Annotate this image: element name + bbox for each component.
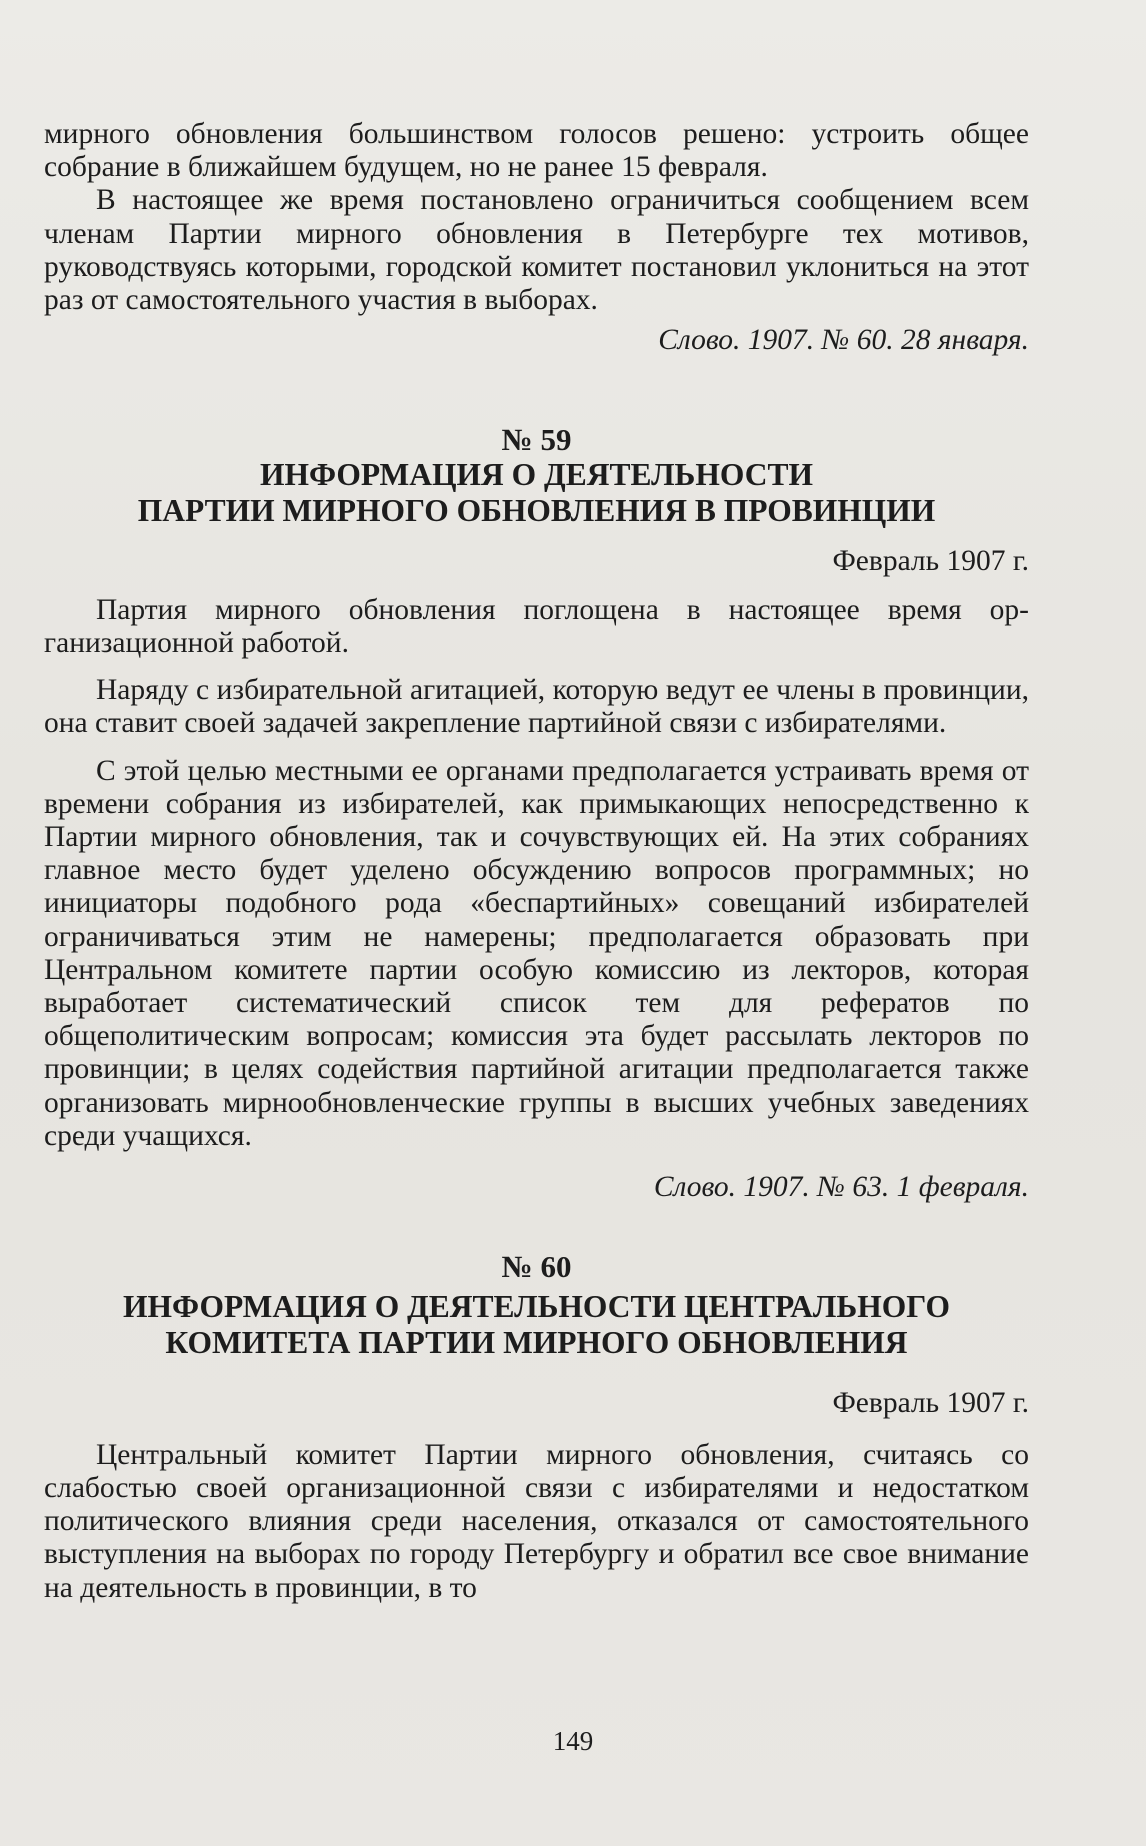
document-60 xyxy=(44,1250,1029,1604)
doc60-paragraph-1: Центральный комитет Партии мирного обновления, считаясь со слабостью своей организационной связи с избирателями и недостатком политического влияния среди населения, отказался от самостоятельного выступления на выборах по городу Петербургу и обратил все свое внимание на деятельность в провинции, в то xyxy=(44,1438,1029,1604)
doc59-title-line-2: ПАРТИИ МИРНОГО ОБНОВЛЕНИЯ В ПРОВИНЦИИ xyxy=(137,492,936,528)
doc59-date: Февраль 1907 г. xyxy=(832,544,1029,577)
page-number: 149 xyxy=(552,1726,594,1756)
doc60-number: № 60 xyxy=(501,1249,572,1285)
doc59-source-citation: Слово. 1907. № 63. 1 февраля. xyxy=(653,1171,1029,1204)
doc59-paragraph-1: Партия мирного обновления поглощена в настоящее время организационной работой. xyxy=(44,593,1029,660)
page-body xyxy=(44,118,1029,1605)
doc60-title-line-2: КОМИТЕТА ПАРТИИ МИРНОГО ОБНОВЛЕНИЯ xyxy=(165,1325,908,1361)
doc59-paragraph-3: С этой целью местными ее органами предполагается устраивать время от времени собрания из избирателей, как примыкающих непосредственно к Партии мирного обновления, так и сочувствующих ей. На этих собраниях главное место будет уделено обсуждению вопросов программных; но инициаторы подобного рода «беспартийных» совещаний избирателей ограничиваться этим не намерены; предполагается образовать при Центральном комитете партии особую комиссию из лекторов, которая выработает систематический список тем для рефератов по общеполитическим вопросам; комиссия эта будет рассылать лекторов по провинции; в целях содействия партийной агитации предполагается также организовать мирнообновленческие группы в высших учебных заведениях среди учащихся. xyxy=(44,754,1029,1152)
intro-paragraph-1: мирного обновления большинством голосов решено: устроить общее собрание в ближайшем будущем, но не ранее 15 февраля. xyxy=(44,118,1029,184)
doc60-date: Февраль 1907 г. xyxy=(832,1387,1029,1420)
doc60-title-line-1: ИНФОРМАЦИЯ О ДЕЯТЕЛЬНОСТИ ЦЕНТРАЛЬНОГО xyxy=(123,1289,950,1325)
intro-paragraph-2: В настоящее же время постановлено ограничиться сообщением всем членам Партии мирного обновления в Петербурге тех мотивов, руководствуясь которыми, городской комитет постановил уклониться на этот раз от самостоятельного участия в выборах. xyxy=(44,184,1029,317)
doc59-number: № 59 xyxy=(501,422,572,458)
document-59 xyxy=(44,423,1029,1204)
doc59-paragraph-2: Наряду с избирательной агитацией, которую ведут ее члены в провинции, она ставит своей задачей закрепление партийной связи с избирателями. xyxy=(44,674,1029,740)
intro-source-citation: Слово. 1907. № 60. 28 января. xyxy=(658,324,1029,357)
doc59-title-line-1: ИНФОРМАЦИЯ О ДЕЯТЕЛЬНОСТИ xyxy=(259,456,814,492)
